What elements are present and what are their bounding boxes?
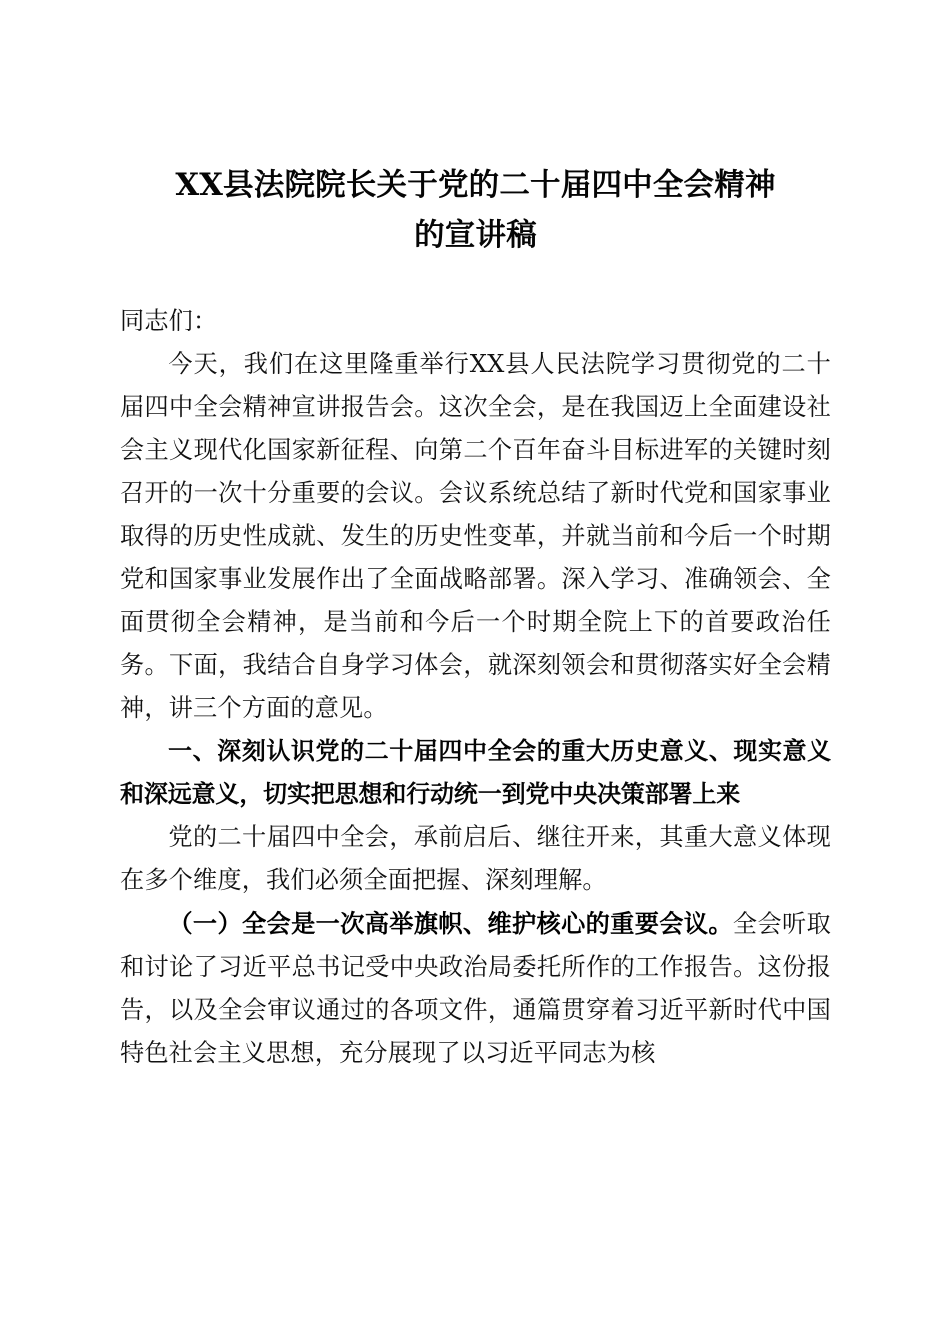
title-spacer — [120, 260, 831, 300]
body-paragraph-1: 今天，我们在这里隆重举行XX县人民法院学习贯彻党的二十届四中全会精神宣讲报告会。这次全会，是在我国迈上全面建设社会主义现代化国家新征程、向第二个百年奋斗目标进军的关键时刻召开的一次十分重要的会议。会议系统总结了新时代党和国家事业取得的历史性成就、发生的历史性变革，并就当前和今后一个时期党和国家事业发展作出了全面战略部署。深入学习、准确领会、全面贯彻全会精神，是当前和今后一个时期全院上下的首要政治任务。下面，我结合自身学习体会，就深刻领会和贯彻落实好全会精神，讲三个方面的意见。 — [120, 350, 831, 722]
page-title-line-1: XX县法院院长关于党的二十届四中全会精神 — [175, 167, 776, 203]
subsection-heading-1-label: （一）全会是一次高举旗帜、维护核心的重要会议。 — [168, 909, 733, 938]
document-content — [120, 160, 831, 1075]
section-heading-1: 一、深刻认识党的二十届四中全会的重大历史意义、现实意义和深远意义，切实把思想和行动统一到党中央决策部署上来 — [120, 737, 831, 808]
salutation: 同志们： — [120, 307, 218, 335]
page-title-line-2: 的宣讲稿 — [414, 217, 537, 253]
subsection-heading-1-body: 全会听取和讨论了习近平总书记受中央政治局委托所作的工作报告。这份报告，以及全会审议通过的各项文件，通篇贯穿着习近平新时代中国特色社会主义思想，充分展现了以习近平同志为核 — [120, 910, 831, 1067]
page-title — [120, 160, 831, 260]
body-paragraph-2: 党的二十届四中全会，承前启后、继往开来，其重大意义体现在多个维度，我们必须全面把握、深刻理解。 — [120, 823, 831, 894]
subsection-paragraph-1 — [120, 902, 831, 1075]
